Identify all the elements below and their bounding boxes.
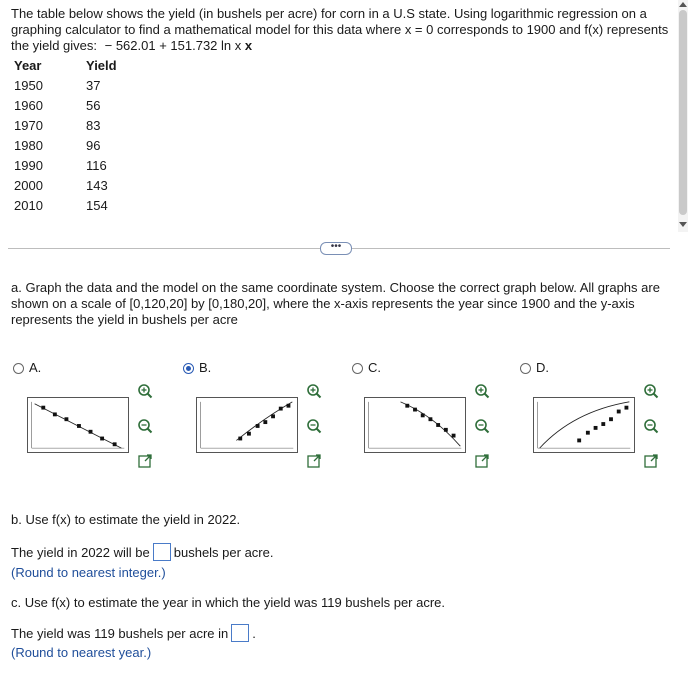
part-c-suffix: . — [252, 626, 256, 641]
graph-d-point — [594, 426, 598, 430]
graph-c-point — [444, 428, 448, 432]
cell-yield: 96 — [86, 137, 101, 153]
graph-a-point — [41, 406, 45, 410]
scroll-down-icon[interactable] — [679, 222, 687, 227]
zoom-in-icon[interactable] — [474, 383, 490, 399]
graph-option-c[interactable] — [364, 397, 466, 453]
table-row — [14, 155, 117, 175]
option-c-label: C. — [368, 360, 381, 375]
option-d[interactable] — [520, 360, 549, 375]
radio-option-b[interactable] — [183, 363, 194, 374]
graph-option-d[interactable] — [533, 397, 635, 453]
part-c-prefix: The yield was 119 bushels per acre in — [11, 626, 229, 641]
graph-c-point — [413, 408, 417, 412]
col-header-year: Year — [14, 57, 42, 73]
table-row — [14, 135, 117, 155]
graph-c-point — [429, 417, 433, 421]
graph-b-point — [256, 424, 260, 428]
graph-d-point — [601, 422, 605, 426]
option-a-label: A. — [29, 360, 42, 375]
graph-option-b[interactable] — [196, 397, 298, 453]
graph-b-point — [279, 407, 283, 411]
graph-a-point — [113, 442, 117, 446]
option-b[interactable] — [183, 360, 211, 375]
table-row — [14, 175, 117, 195]
yield-2022-input[interactable] — [153, 543, 171, 561]
graph-a-point — [89, 430, 93, 434]
cell-year: 1990 — [14, 157, 43, 173]
graph-c-point — [452, 434, 456, 438]
cell-yield: 143 — [86, 177, 108, 193]
graph-d-model-line — [540, 402, 630, 448]
zoom-out-icon[interactable] — [474, 418, 490, 434]
option-c[interactable] — [352, 360, 381, 375]
zoom-in-icon[interactable] — [137, 383, 153, 399]
part-c-answer-line — [11, 624, 256, 643]
cell-year: 1950 — [14, 77, 43, 93]
problem-intro: The table below shows the yield (in bushels per acre) for corn in a U.S state. Using logarithmic regression on a graphing calculator to find a mathematical model for this data where x = 0 corresponds to 1900 and f(x) represents the yield gives: − 562.01 + 151.732 ln x x — [11, 6, 669, 53]
table-row — [14, 75, 117, 95]
graph-d-point — [609, 417, 613, 421]
table-header-row — [14, 55, 117, 75]
zoom-out-icon[interactable] — [643, 418, 659, 434]
radio-option-a[interactable] — [13, 363, 24, 374]
table-row — [14, 115, 117, 135]
zoom-in-icon[interactable] — [643, 383, 659, 399]
radio-option-d[interactable] — [520, 363, 531, 374]
graph-a-point — [53, 412, 57, 416]
yield-table — [14, 55, 117, 215]
zoom-in-icon[interactable] — [306, 383, 322, 399]
part-b-prefix: The yield in 2022 will be — [11, 545, 150, 560]
popout-icon[interactable] — [137, 453, 153, 469]
graph-d-point — [617, 410, 621, 414]
graph-b-point — [271, 414, 275, 418]
graph-d-point — [625, 406, 629, 410]
graph-c-point — [405, 404, 409, 408]
popout-icon[interactable] — [474, 453, 490, 469]
part-b-question: b. Use f(x) to estimate the yield in 2022. — [11, 512, 241, 527]
zoom-out-icon[interactable] — [306, 418, 322, 434]
cell-yield: 154 — [86, 197, 108, 213]
option-d-label: D. — [536, 360, 549, 375]
part-a-question: a. Graph the data and the model on the same coordinate system. Choose the correct graph below. All graphs are shown on a scale of [0,120,20] by [0,180,20], where the x-axis represents the year since 1900 and the y-axis represents the yield in bushels per acre — [11, 280, 660, 327]
option-a[interactable] — [13, 360, 41, 375]
graph-d-point — [577, 439, 581, 443]
part-b-hint: (Round to nearest integer.) — [11, 565, 166, 580]
graph-a-point — [77, 424, 81, 428]
graph-c-model-line — [401, 402, 461, 446]
graph-option-a[interactable] — [27, 397, 129, 453]
graph-a-point — [65, 417, 69, 421]
intro-text: The table below shows the yield (in bushels per acre) for corn in a U.S state. Using logarithmic regression on a graphing calculator to find a mathematical model for this data where x = 0 corresponds to 1900 and f(x) represents the yield gives: — [11, 6, 669, 53]
graph-b-point — [247, 432, 251, 436]
table-row — [14, 95, 117, 115]
option-b-label: B. — [199, 360, 212, 375]
part-c-question: c. Use f(x) to estimate the year in which the yield was 119 bushels per acre. — [11, 595, 446, 610]
cell-yield: 37 — [86, 77, 101, 93]
cell-yield: 116 — [86, 157, 107, 173]
cell-year: 1960 — [14, 97, 43, 113]
expand-more-button[interactable]: ••• — [320, 242, 352, 255]
top-scrollbar[interactable] — [678, 0, 688, 232]
year-119-input[interactable] — [231, 624, 249, 642]
part-b-answer-line — [11, 543, 273, 562]
popout-icon[interactable] — [306, 453, 322, 469]
col-header-yield: Yield — [86, 57, 117, 73]
part-b-suffix: bushels per acre. — [173, 545, 274, 560]
cell-year: 1970 — [14, 117, 43, 133]
graph-a-point — [100, 437, 104, 441]
graph-b-point — [287, 404, 291, 408]
graph-c-point — [436, 423, 440, 427]
table-row — [14, 195, 117, 215]
graph-b-point — [263, 420, 267, 424]
cell-year: 2010 — [14, 197, 43, 213]
model-formula: − 562.01 + 151.732 ln x — [104, 38, 242, 53]
scroll-thumb[interactable] — [679, 10, 687, 215]
popout-icon[interactable] — [643, 453, 659, 469]
zoom-out-icon[interactable] — [137, 418, 153, 434]
cell-year: 1980 — [14, 137, 43, 153]
cell-yield: 83 — [86, 117, 101, 133]
cell-yield: 56 — [86, 97, 101, 113]
cell-year: 2000 — [14, 177, 43, 193]
graph-c-point — [421, 413, 425, 417]
graph-b-point — [238, 437, 242, 441]
part-c-hint: (Round to nearest year.) — [11, 645, 152, 660]
radio-option-c[interactable] — [352, 363, 363, 374]
scroll-up-icon[interactable] — [679, 2, 687, 7]
graph-d-point — [586, 431, 590, 435]
